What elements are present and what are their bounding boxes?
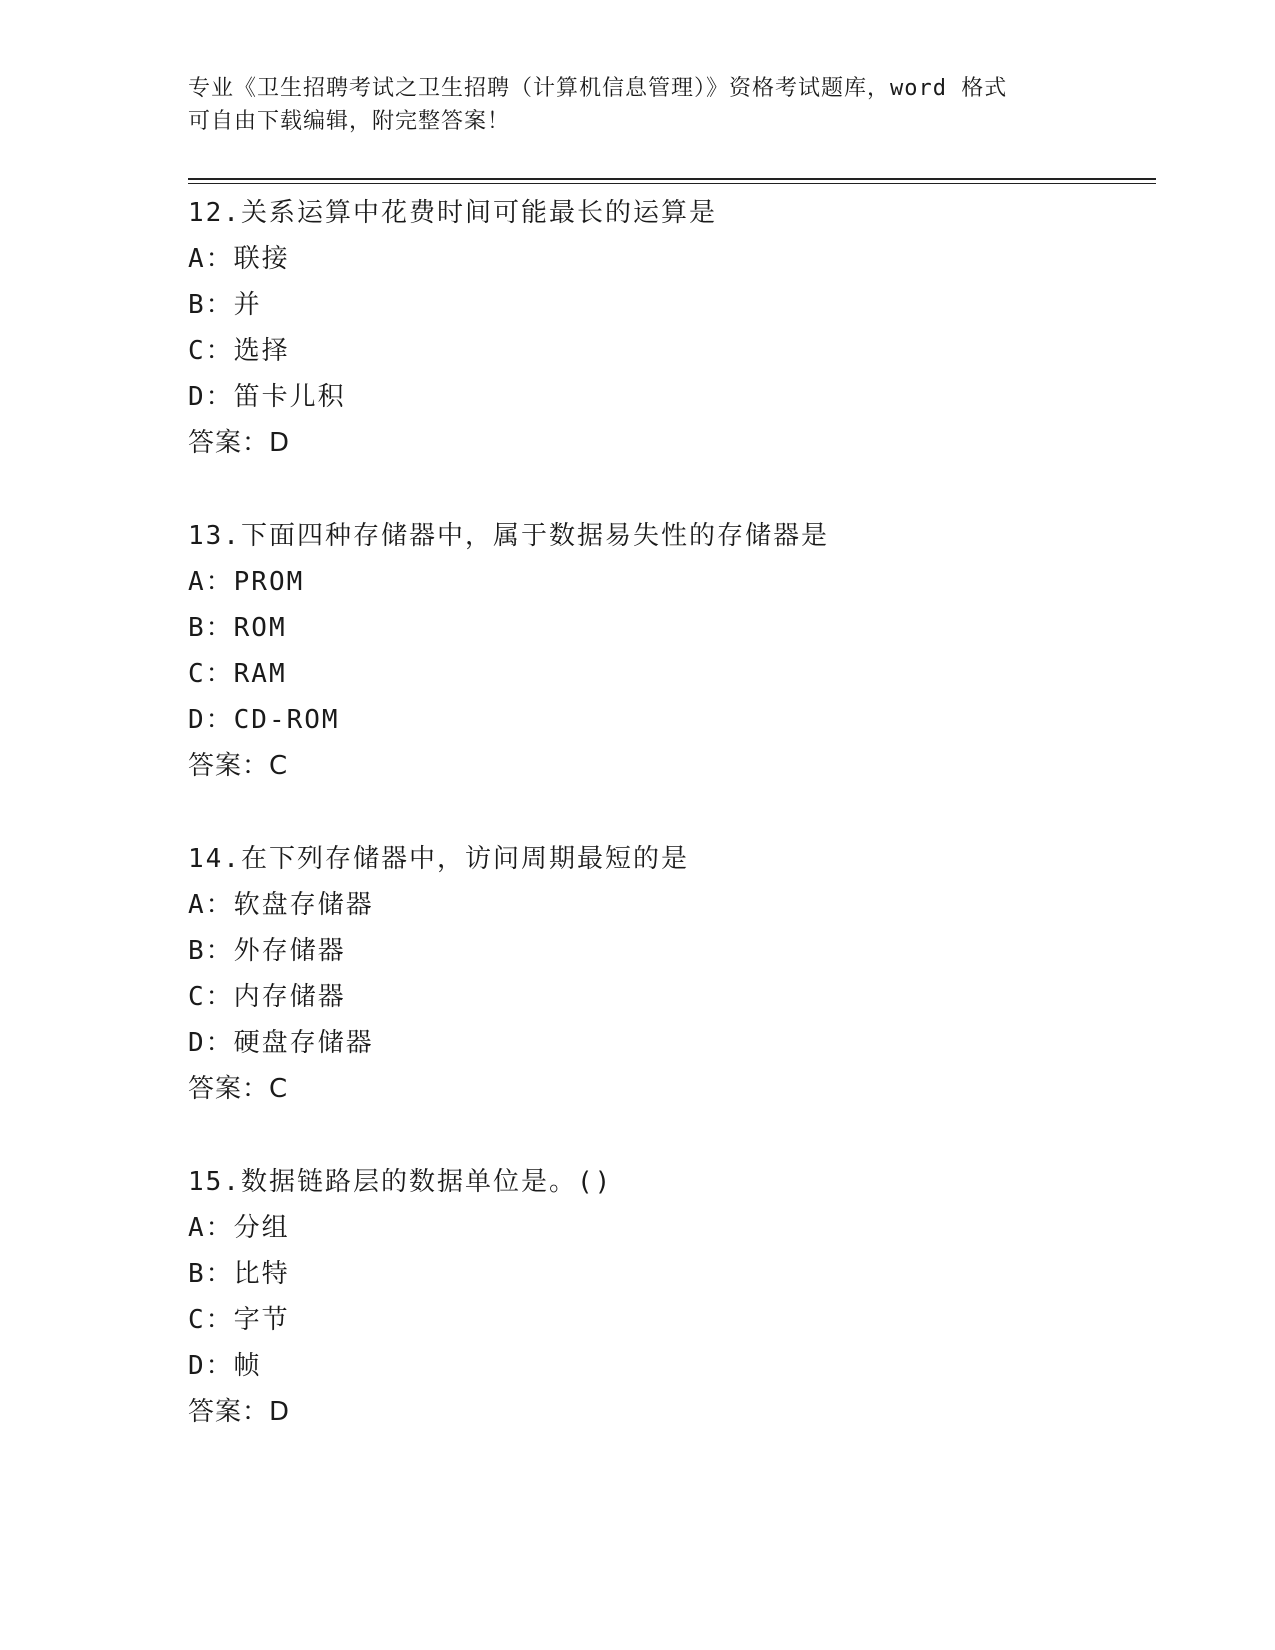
question-15 [188, 1159, 1148, 1435]
option-d: D：CD-ROM [188, 705, 340, 735]
option-b: B：比特 [188, 1259, 290, 1289]
question-14 [188, 836, 1148, 1112]
question-title: 14.在下列存储器中，访问周期最短的是 [188, 844, 689, 874]
header-line-2: 可自由下载编辑，附完整答案！ [188, 109, 511, 134]
option-b: B：外存储器 [188, 936, 346, 966]
question-title: 13.下面四种存储器中，属于数据易失性的存储器是 [188, 521, 829, 551]
option-d: D：笛卡儿积 [188, 382, 346, 412]
header-line-1: 专业《卫生招聘考试之卫生招聘（计算机信息管理）》资格考试题库，word 格式 [188, 76, 1008, 101]
option-c: C：内存储器 [188, 982, 346, 1012]
option-c: C：字节 [188, 1305, 290, 1335]
question-title: 12.关系运算中花费时间可能最长的运算是 [188, 198, 717, 228]
answer: 答案：C [188, 751, 289, 781]
question-13 [188, 513, 1148, 789]
option-c: C：选择 [188, 336, 290, 366]
question-title: 15.数据链路层的数据单位是。() [188, 1167, 613, 1197]
option-a: A：联接 [188, 244, 290, 274]
header-divider-thick [188, 178, 1156, 180]
question-list [188, 190, 1148, 1435]
answer: 答案：D [188, 1397, 291, 1427]
question-12 [188, 190, 1148, 466]
option-b: B：ROM [188, 613, 287, 643]
answer: 答案：D [188, 428, 291, 458]
option-d: D：硬盘存储器 [188, 1028, 374, 1058]
document-header [188, 72, 1088, 138]
option-c: C：RAM [188, 659, 287, 689]
option-a: A：PROM [188, 567, 305, 597]
answer: 答案：C [188, 1074, 289, 1104]
option-d: D：帧 [188, 1351, 262, 1381]
option-a: A：软盘存储器 [188, 890, 374, 920]
option-a: A：分组 [188, 1213, 290, 1243]
header-divider-thin [188, 183, 1156, 184]
option-b: B：并 [188, 290, 262, 320]
